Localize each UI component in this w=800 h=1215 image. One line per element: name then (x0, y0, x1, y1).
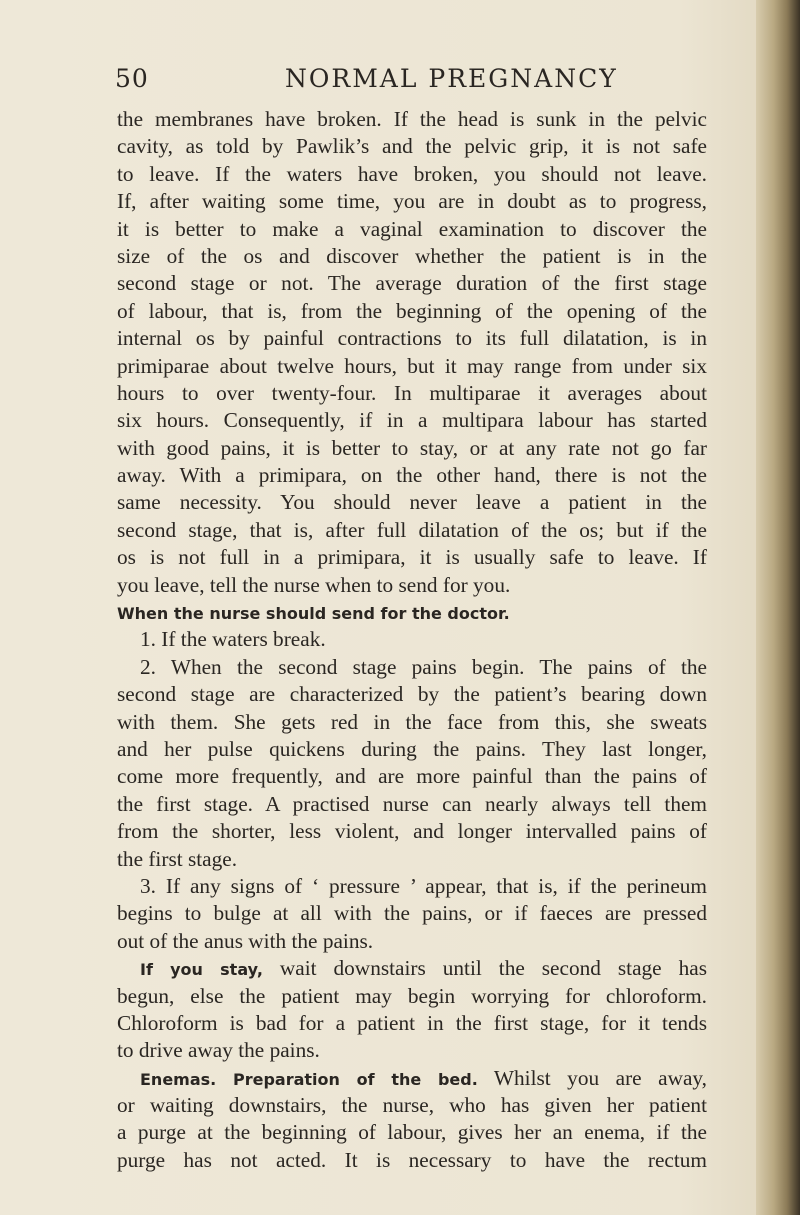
text-line (117, 626, 707, 653)
bold-heading-text: When the nurse should send for the doctor. (117, 604, 510, 624)
line-text: Whilst you are away, (477, 1065, 707, 1090)
bold-heading-text: Enemas. Preparation of the bed. (140, 1069, 478, 1089)
line-text: or waiting downstairs, the nurse, who has given her patient (117, 1093, 707, 1118)
bold-heading-text: If you stay, (140, 960, 263, 980)
line-text: of labour, that is, from the beginning of the opening of the (117, 298, 707, 323)
line-text: out of the anus with the pains. (117, 928, 374, 953)
text-line (117, 1092, 707, 1119)
text-line (117, 873, 707, 900)
line-text: 1. If the waters break. (140, 627, 326, 652)
line-text: hours to over twenty-four. In multiparae it averages about (117, 380, 707, 405)
text-line (117, 462, 707, 489)
text-line (117, 1037, 707, 1064)
line-text: internal os by painful contractions to its full dilatation, is in (117, 326, 707, 351)
line-text: cavity, as told by Pawlik’s and the pelvic grip, it is not safe (117, 134, 707, 159)
text-line (117, 900, 707, 927)
text-line (117, 1147, 707, 1174)
text-line (117, 243, 707, 270)
line-text: 2. When the second stage pains begin. The pains of the (140, 654, 707, 679)
line-text: second stage, that is, after full dilatation of the os; but if the (117, 517, 707, 542)
text-line (117, 188, 707, 215)
line-text: begun, else the patient may begin worrying for chloroform. (117, 983, 707, 1008)
text-line (117, 983, 707, 1010)
running-head: NORMAL PREGNANCY (285, 64, 618, 93)
line-text: with good pains, it is better to stay, or at any rate not go far (117, 435, 707, 460)
text-line (117, 298, 707, 325)
line-text: 3. If any signs of ‘ pressure ’ appear, that is, if the perineum (140, 873, 707, 898)
text-line (117, 325, 707, 352)
line-text: the membranes have broken. If the head is sunk in the pelvic (117, 107, 707, 131)
text-line (117, 353, 707, 380)
page-header (115, 64, 705, 98)
page-number: 50 (115, 64, 149, 93)
text-line (117, 489, 707, 516)
line-text: and her pulse quickens during the pains. They last longer, (117, 736, 707, 761)
text-line (117, 270, 707, 297)
text-line (117, 517, 707, 544)
line-text: to leave. If the waters have broken, you should not leave. (117, 161, 707, 186)
text-line (117, 572, 707, 599)
line-text: you leave, tell the nurse when to send for you. (117, 572, 511, 597)
line-text: to drive away the pains. (117, 1038, 320, 1063)
line-text: come more frequently, and are more painful than the pains of (117, 764, 707, 789)
text-line (117, 1065, 707, 1092)
text-line (117, 681, 707, 708)
line-text: away. With a primipara, on the other hand, there is not the (117, 463, 707, 488)
text-line (117, 216, 707, 243)
line-text: wait downstairs until the second stage has (262, 956, 707, 981)
text-line (117, 928, 707, 955)
text-line (117, 654, 707, 681)
text-line (117, 407, 707, 434)
line-text: the first stage. (117, 846, 238, 871)
text-line (117, 763, 707, 790)
text-line (117, 161, 707, 188)
line-text: purge has not acted. It is necessary to have the rectum (117, 1147, 707, 1172)
text-line (117, 1119, 707, 1146)
text-line (117, 818, 707, 845)
line-text: the first stage. A practised nurse can nearly always tell them (117, 791, 707, 816)
line-text: primiparae about twelve hours, but it may range from under six (117, 353, 707, 378)
text-line (117, 106, 707, 133)
text-line (117, 599, 707, 626)
text-line (117, 709, 707, 736)
text-line (117, 435, 707, 462)
text-line (117, 736, 707, 763)
line-text: If, after waiting some time, you are in doubt as to progress, (117, 189, 707, 214)
line-text: from the shorter, less violent, and longer intervalled pains of (117, 819, 707, 844)
body-text (117, 106, 707, 1174)
text-line (117, 846, 707, 873)
line-text: os is not full in a primipara, it is usually safe to leave. If (117, 545, 707, 570)
text-line (117, 955, 707, 982)
text-line (117, 1010, 707, 1037)
line-text: a purge at the beginning of labour, gives her an enema, if the (117, 1120, 707, 1145)
text-line (117, 133, 707, 160)
text-line (117, 380, 707, 407)
line-text: second stage are characterized by the patient’s bearing down (117, 682, 707, 707)
text-line (117, 791, 707, 818)
book-binding-edge (756, 0, 800, 1215)
line-text: second stage or not. The average duration of the first stage (117, 271, 707, 296)
line-text: size of the os and discover whether the patient is in the (117, 243, 707, 268)
line-text: six hours. Consequently, if in a multipara labour has started (117, 408, 707, 433)
line-text: it is better to make a vaginal examination to discover the (117, 216, 707, 241)
text-line (117, 544, 707, 571)
line-text: Chloroform is bad for a patient in the first stage, for it tends (117, 1010, 707, 1035)
line-text: same necessity. You should never leave a patient in the (117, 490, 707, 515)
line-text: begins to bulge at all with the pains, or if faeces are pressed (117, 901, 707, 926)
line-text: with them. She gets red in the face from this, she sweats (117, 709, 707, 734)
